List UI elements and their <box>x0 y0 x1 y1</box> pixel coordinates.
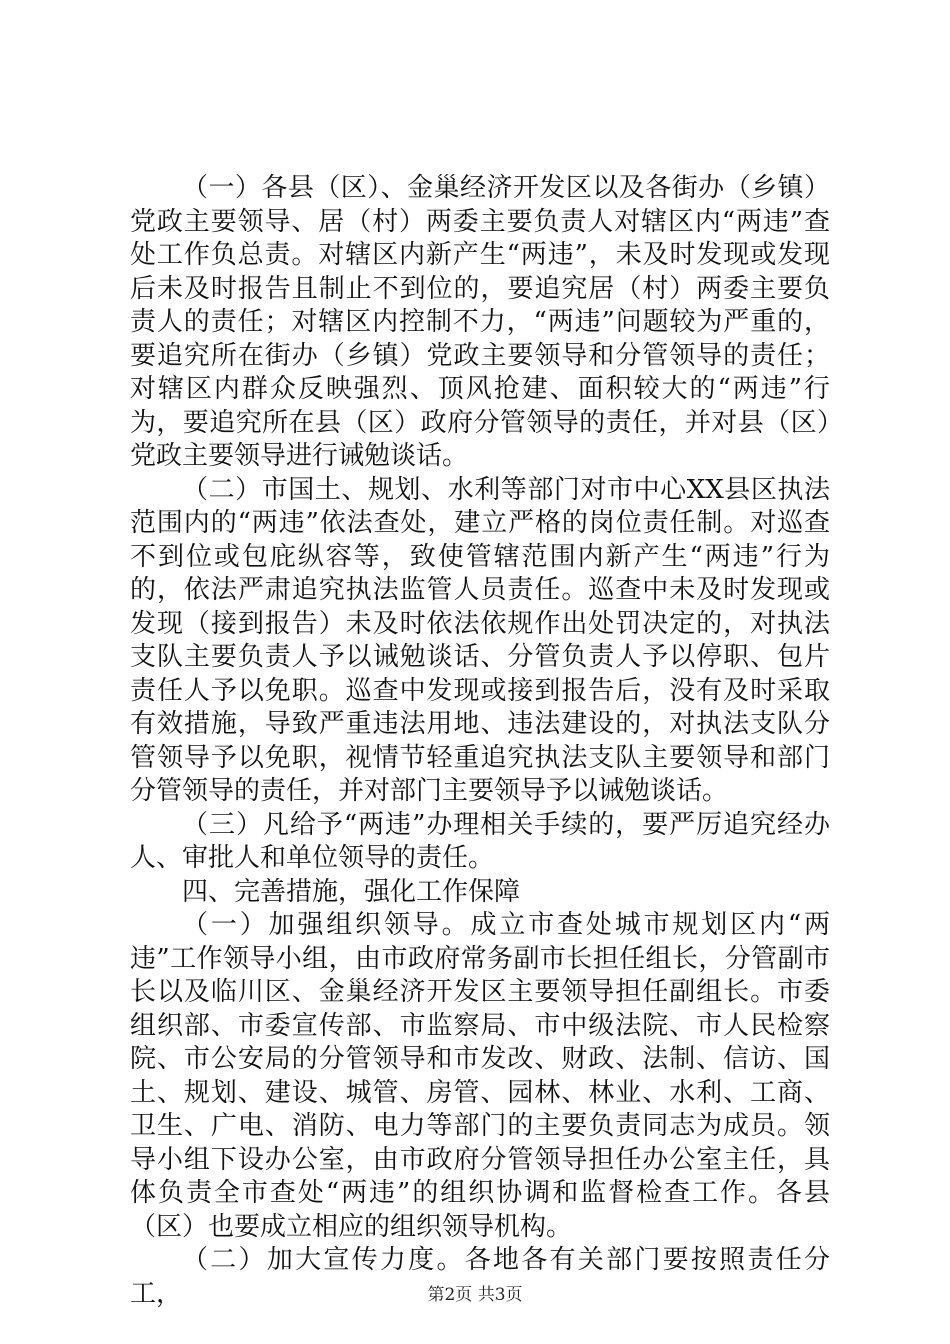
section-heading-measures: 四、完善措施，强化工作保障 <box>182 876 521 907</box>
paragraph-publicity: （二）加大宣传力度。各地各有关部门要按照责任分工， <box>130 1245 830 1309</box>
paragraph-accountability-departments: （二）市国土、规划、水利等部门对市中心XX县区执法范围内的“两违”依法查处，建立严格的岗位责任制。对巡查不到位或包庇纵容等，致使管辖范围内新产生“两违”行为的，依法严肃追究执法监管人员责任。巡查中未及时发现或发现（接到报告）未及时依法依规作出处罚决定的，对执法支队主要负责人予以诫勉谈话、分管负责人予以停职、包片责任人予以免职。巡查中发现或接到报告后，没有及时采取有效措施，导致严重违法用地、违法建设的，对执法支队分管领导予以免职，视情节轻重追究执法支队主要领导和部门分管领导的责任，并对部门主要领导予以诫勉谈话。 <box>130 474 830 806</box>
document-body <box>130 172 830 1311</box>
paragraph-accountability-local: （一）各县（区）、金巢经济开发区以及各街办（乡镇）党政主要领导、居（村）两委主要负责人对辖区内“两违”查处工作负总责。对辖区内新产生“两违”，未及时发现或发现后未及时报告且制止不到位的，要追究居（村）两委主要负责人的责任；对辖区内控制不力，“两违”问题较为严重的，要追究所在街办（乡镇）党政主要领导和分管领导的责任；对辖区内群众反映强烈、顶风抢建、面积较大的“两违”行为，要追究所在县（区）政府分管领导的责任，并对县（区）党政主要领导进行诫勉谈话。 <box>130 173 830 471</box>
page-number-footer: 第2页 共3页 <box>427 1285 523 1305</box>
paragraph-accountability-approval: （三）凡给予“两违”办理相关手续的，要严厉追究经办人、审批人和单位领导的责任。 <box>130 809 830 873</box>
paragraph-organization-leadership: （一）加强组织领导。成立市查处城市规划区内“两违”工作领导小组，由市政府常务副市长担任组长，分管副市长以及临川区、金巢经济开发区主要领导担任副组长。市委组织部、市委宣传部、市监察局、市中级法院、市人民检察院、市公安局的分管领导和市发改、财政、法制、信访、国土、规划、建设、城管、房管、园林、林业、水利、工商、卫生、广电、消防、电力等部门的主要负责同志为成员。领导小组下设办公室，由市政府分管领导担任办公室主任，具体负责全市查处“两违”的组织协调和监督检查工作。各县（区）也要成立相应的组织领导机构。 <box>130 910 830 1242</box>
